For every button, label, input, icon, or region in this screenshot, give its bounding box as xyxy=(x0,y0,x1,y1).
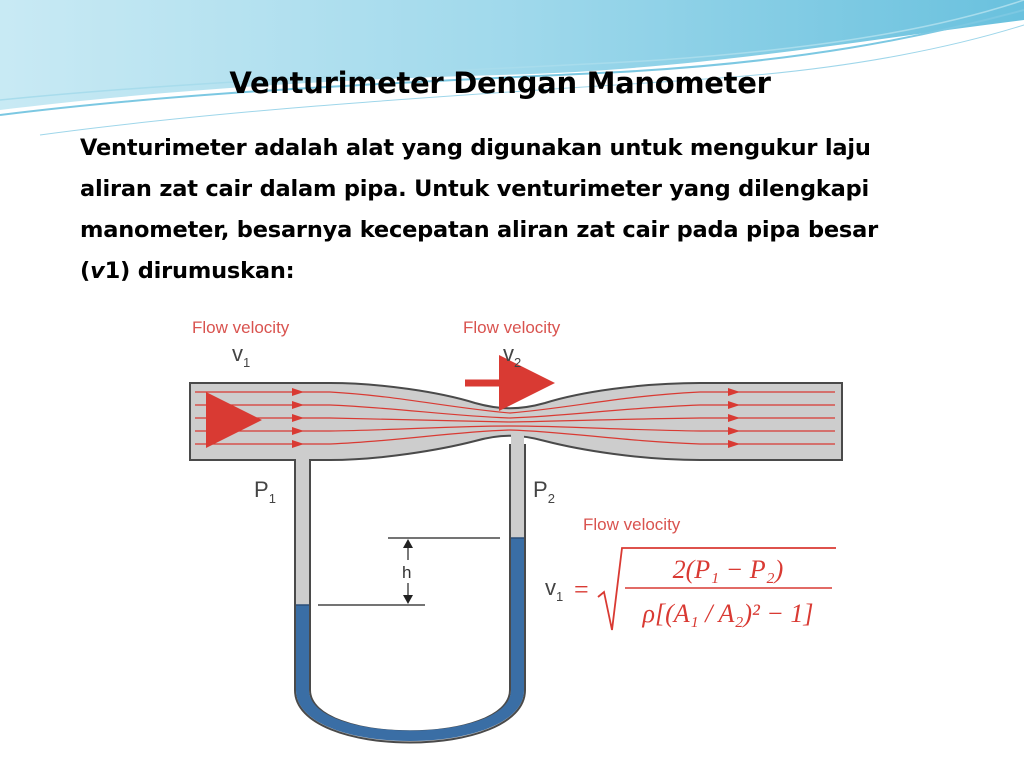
paragraph-line-4-rest: 1) dirumuskan: xyxy=(104,258,295,284)
v1-label: v xyxy=(232,341,243,366)
paragraph-line-4 xyxy=(80,251,990,292)
h-label: h xyxy=(402,563,412,582)
paragraph-line-3: manometer, besarnya kecepatan aliran zat cair pada pipa besar xyxy=(80,217,878,243)
formula-equals: = xyxy=(574,575,589,604)
v2-label: v xyxy=(503,341,514,366)
p1-subscript: 1 xyxy=(268,491,276,506)
formula-v-subscript: 1 xyxy=(556,589,564,604)
manometer-tube xyxy=(295,445,525,743)
venturimeter-diagram xyxy=(0,300,1024,768)
paren-open: ( xyxy=(80,258,91,284)
flow-velocity-label-2: Flow velocity xyxy=(463,318,561,337)
svg-text:v1 xyxy=(232,341,250,370)
svg-text:v1 xyxy=(545,575,563,604)
v1-subscript: 1 xyxy=(243,355,251,370)
flow-velocity-label-1: Flow velocity xyxy=(192,318,290,337)
svg-text:v2 xyxy=(503,341,521,370)
variable-v: v xyxy=(90,258,105,284)
v2-subscript: 2 xyxy=(514,355,522,370)
paragraph-line-1: Venturimeter adalah alat yang digunakan untuk mengukur laju xyxy=(80,135,871,161)
p1-label: P xyxy=(254,477,269,502)
svg-text:P1 xyxy=(254,477,276,506)
flow-velocity-label-3: Flow velocity xyxy=(583,515,681,534)
slide-title: Venturimeter Dengan Manometer xyxy=(229,66,771,100)
formula-denominator: ρ[(A₁ / A₂)² − 1] xyxy=(642,599,814,628)
formula-numerator: 2(P₁ − P₂) xyxy=(672,555,784,584)
p2-subscript: 2 xyxy=(547,491,555,506)
svg-text:P2 xyxy=(533,477,555,506)
p2-label: P xyxy=(533,477,548,502)
paragraph-line-2: aliran zat cair dalam pipa. Untuk venturimeter yang dilengkapi xyxy=(80,176,870,202)
body-paragraph xyxy=(80,128,990,292)
formula-v-label: v xyxy=(545,575,556,600)
